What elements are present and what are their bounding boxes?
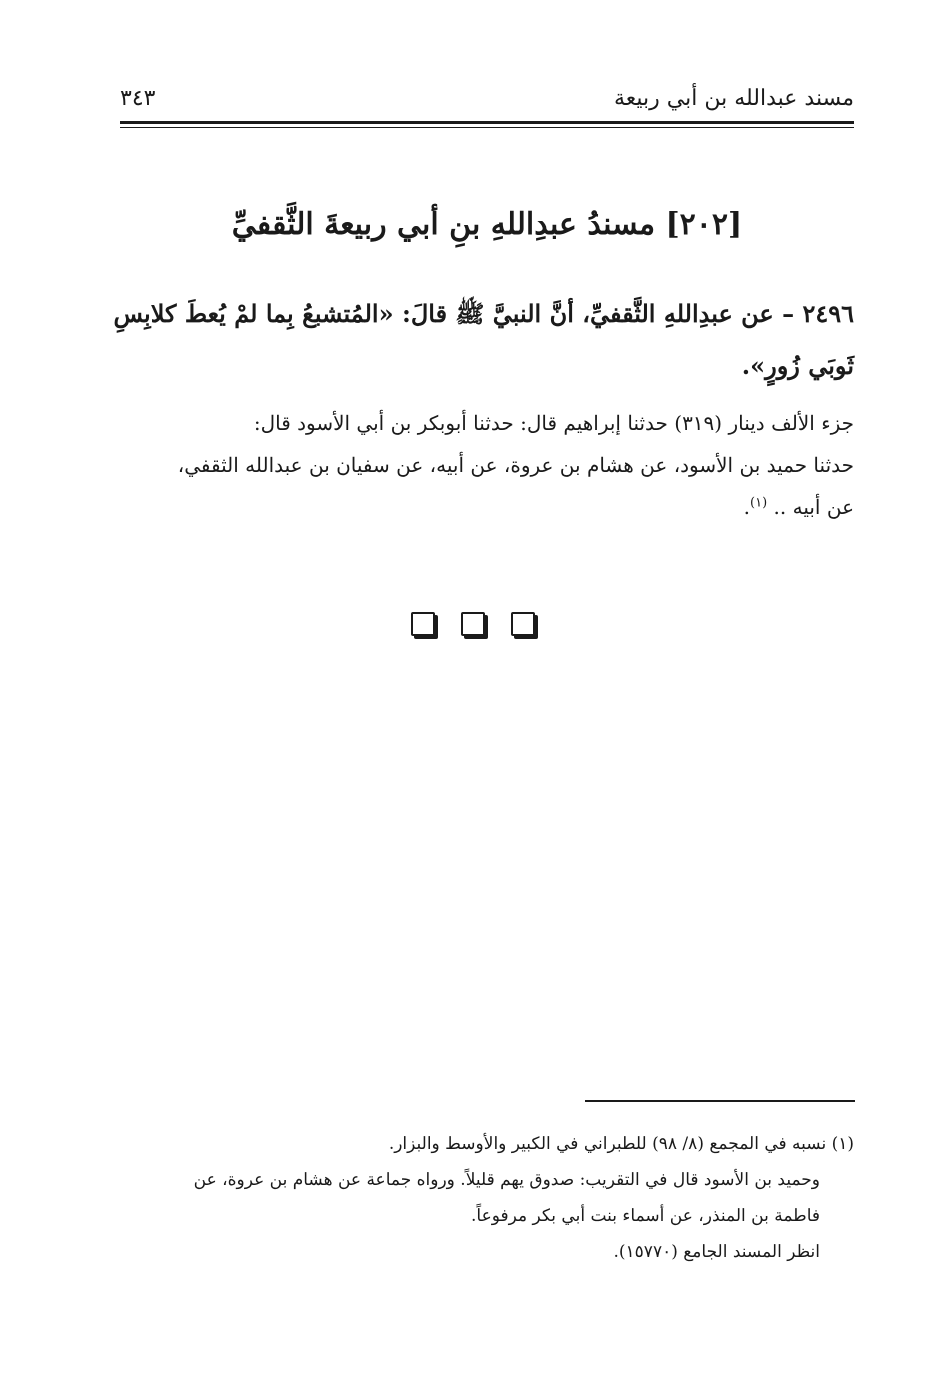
section-heading: [٢٠٢] مسندُ عبدِاللهِ بنِ أبي ربيعةَ الثَّقفيِّ <box>231 207 743 242</box>
running-header-title: مسند عبدالله بن أبي ربيعة <box>613 86 854 111</box>
footnote-line: (١) نسبه في المجمع (٨/ ٩٨) للطبراني في الكبير والأوسط والبزار. <box>388 1134 854 1154</box>
footnotes <box>120 1126 854 1270</box>
source-line: جزء الألف دينار (٣١٩) حدثنا إبراهيم قال: حدثنا أبوبكر بن أبي الأسود قال: <box>253 411 854 435</box>
running-header <box>120 86 854 122</box>
hadith-line: ثَوبَي زُورٍ». <box>741 351 854 380</box>
source-text <box>120 402 854 528</box>
hadith-text <box>113 288 854 392</box>
separator-square-icon <box>511 612 535 636</box>
source-line: حدثنا حميد بن الأسود، عن هشام بن عروة، عن أبيه، عن سفيان بن عبدالله الثقفي، <box>177 453 854 477</box>
footnote-line: فاطمة بن المنذر، عن أسماء بنت أبي بكر مرفوعاً. <box>470 1206 820 1226</box>
footnote-reference[interactable]: (١) <box>750 495 768 511</box>
section-separator <box>0 612 946 642</box>
source-line-last <box>120 486 854 528</box>
source-line-text: عن أبيه .. <box>773 495 854 519</box>
header-rule-thick <box>120 121 854 124</box>
page-number: ٣٤٣ <box>120 86 156 111</box>
end-mark: . <box>743 495 751 519</box>
footnote-rule <box>585 1100 855 1102</box>
footnote-line: وحميد بن الأسود قال في التقريب: صدوق يهم قليلاً. ورواه جماعة عن هشام بن عروة، عن <box>193 1170 820 1190</box>
separator-square-icon <box>461 612 485 636</box>
header-rule-thin <box>120 127 854 128</box>
separator-square-icon <box>411 612 435 636</box>
hadith-line: ٢٤٩٦ – عن عبدِاللهِ الثَّقفيِّ، أنَّ النبيَّ ﷺ قالَ: «المُتشبعُ بِما لمْ يُعطَ كلابِسِ <box>113 299 854 328</box>
footnote-line: انظر المسند الجامع (١٥٧٧٠). <box>613 1242 820 1262</box>
